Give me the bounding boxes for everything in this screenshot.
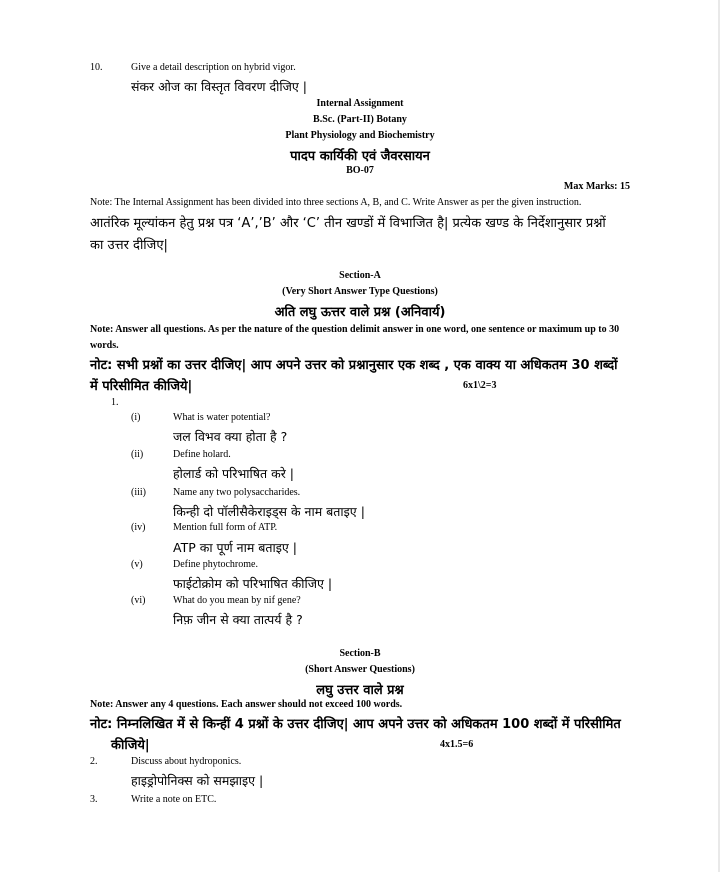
subquestion-text-en: What do you mean by nif gene?: [173, 595, 301, 606]
question-text-en: Write a note on ETC.: [131, 794, 217, 805]
section-a-subtitle-hi: अति लघु ऊत्तर वाले प्रश्न (अनिवार्य): [274, 305, 446, 320]
section-a-note-en-line1: Note: Answer all questions. As per the nature of the question delimit answer in one word, one sentence or maximum up to 30: [90, 324, 620, 335]
subquestion-number: (iii): [131, 487, 146, 498]
section-b-subtitle-hi: लघु उत्तर वाले प्रश्न: [316, 683, 404, 698]
question-number: 10.: [90, 62, 103, 73]
subject-title-en: Plant Physiology and Biochemistry: [285, 130, 435, 141]
subquestion-number: (v): [131, 559, 143, 570]
subquestion-text-en: What is water potential?: [173, 412, 271, 423]
question-number: 1.: [111, 397, 119, 408]
section-a-title: Section-A: [339, 270, 381, 281]
subquestion-text-en: Mention full form of ATP.: [173, 522, 278, 533]
subquestion-text-hi: निफ़ जीन से क्या तात्पर्य है ?: [173, 612, 303, 627]
subject-title-hi: पादप कार्यिकी एवं जैवरसायन: [290, 149, 430, 164]
general-note-hi-line2: का उत्तर दीजिए|: [90, 238, 168, 253]
general-note-hi-line1: आतंरिक मूल्यांकन हेतु प्रश्न पत्र ‘A’,’B’ और ‘C’ तीन खण्डों में विभाजित है| प्रत्येक खण्ड के निर्देशानुसार प्रश्नों: [90, 216, 606, 231]
section-a-note-hi-line1: नोट: सभी प्रश्नों का उत्तर दीजिए| आप अपने उत्तर को प्रश्नानुसार एक शब्द , एक वाक्य या अधिकतम 30 शब्दों: [90, 358, 618, 373]
subquestion-text-hi: होलार्ड को परिभाषित करे |: [173, 466, 294, 481]
subquestion-text-hi: जल विभव क्या होता है ?: [173, 429, 288, 444]
section-a-marks: 6x1\2=3: [463, 380, 497, 391]
assignment-title: Internal Assignment: [316, 98, 404, 109]
course-code: BO-07: [346, 165, 374, 176]
section-a-note-hi-line2: में परिसीमित कीजिये|: [90, 379, 193, 394]
section-b-note-en: Note: Answer any 4 questions. Each answer should not exceed 100 words.: [90, 699, 403, 710]
subquestion-number: (i): [131, 412, 141, 423]
section-b-marks: 4x1.5=6: [440, 739, 474, 750]
section-a-subtitle: (Very Short Answer Type Questions): [282, 286, 438, 297]
subquestion-number: (iv): [131, 522, 146, 533]
course-title: B.Sc. (Part-II) Botany: [313, 114, 407, 125]
subquestion-text-hi: ATP का पूर्ण नाम बताइए |: [173, 540, 298, 555]
subquestion-text-en: Define phytochrome.: [173, 559, 258, 570]
section-b-note-hi-line2: कीजिये|: [111, 738, 150, 753]
max-marks: Max Marks: 15: [563, 181, 630, 192]
general-note-en: Note: The Internal Assignment has been divided into three sections A, B, and C. Write Answer as per the given instruction.: [90, 197, 582, 208]
question-number: 3.: [90, 794, 98, 805]
question-number: 2.: [90, 756, 98, 767]
question-text-hi: हाइड्रोपोनिक्स को समझाइए |: [131, 773, 264, 788]
section-b-subtitle: (Short Answer Questions): [305, 664, 415, 675]
subquestion-text-en: Define holard.: [173, 449, 231, 460]
subquestion-text-hi: फाईटोक्रोम को परिभाषित कीजिए |: [173, 576, 333, 591]
section-b-note-hi-line1: नोट: निम्नलिखित में से किन्हीं 4 प्रश्नों के उत्तर दीजिए| आप अपने उत्तर को अधिकतम 100 शब्दों में परिसीमित: [90, 717, 621, 732]
section-b-title: Section-B: [339, 648, 381, 659]
subquestion-text-en: Name any two polysaccharides.: [173, 487, 301, 498]
subquestion-text-hi: किन्ही दो पॉलीसैकेराइड्स के नाम बताइए |: [173, 504, 365, 519]
subquestion-number: (ii): [131, 449, 144, 460]
question-text-en: Give a detail description on hybrid vigor.: [131, 62, 296, 73]
question-text-en: Discuss about hydroponics.: [131, 756, 242, 767]
subquestion-number: (vi): [131, 595, 146, 606]
question-text-hi: संकर ओज का विस्तृत विवरण दीजिए |: [131, 79, 308, 94]
section-a-note-en-line2: words.: [90, 340, 119, 351]
